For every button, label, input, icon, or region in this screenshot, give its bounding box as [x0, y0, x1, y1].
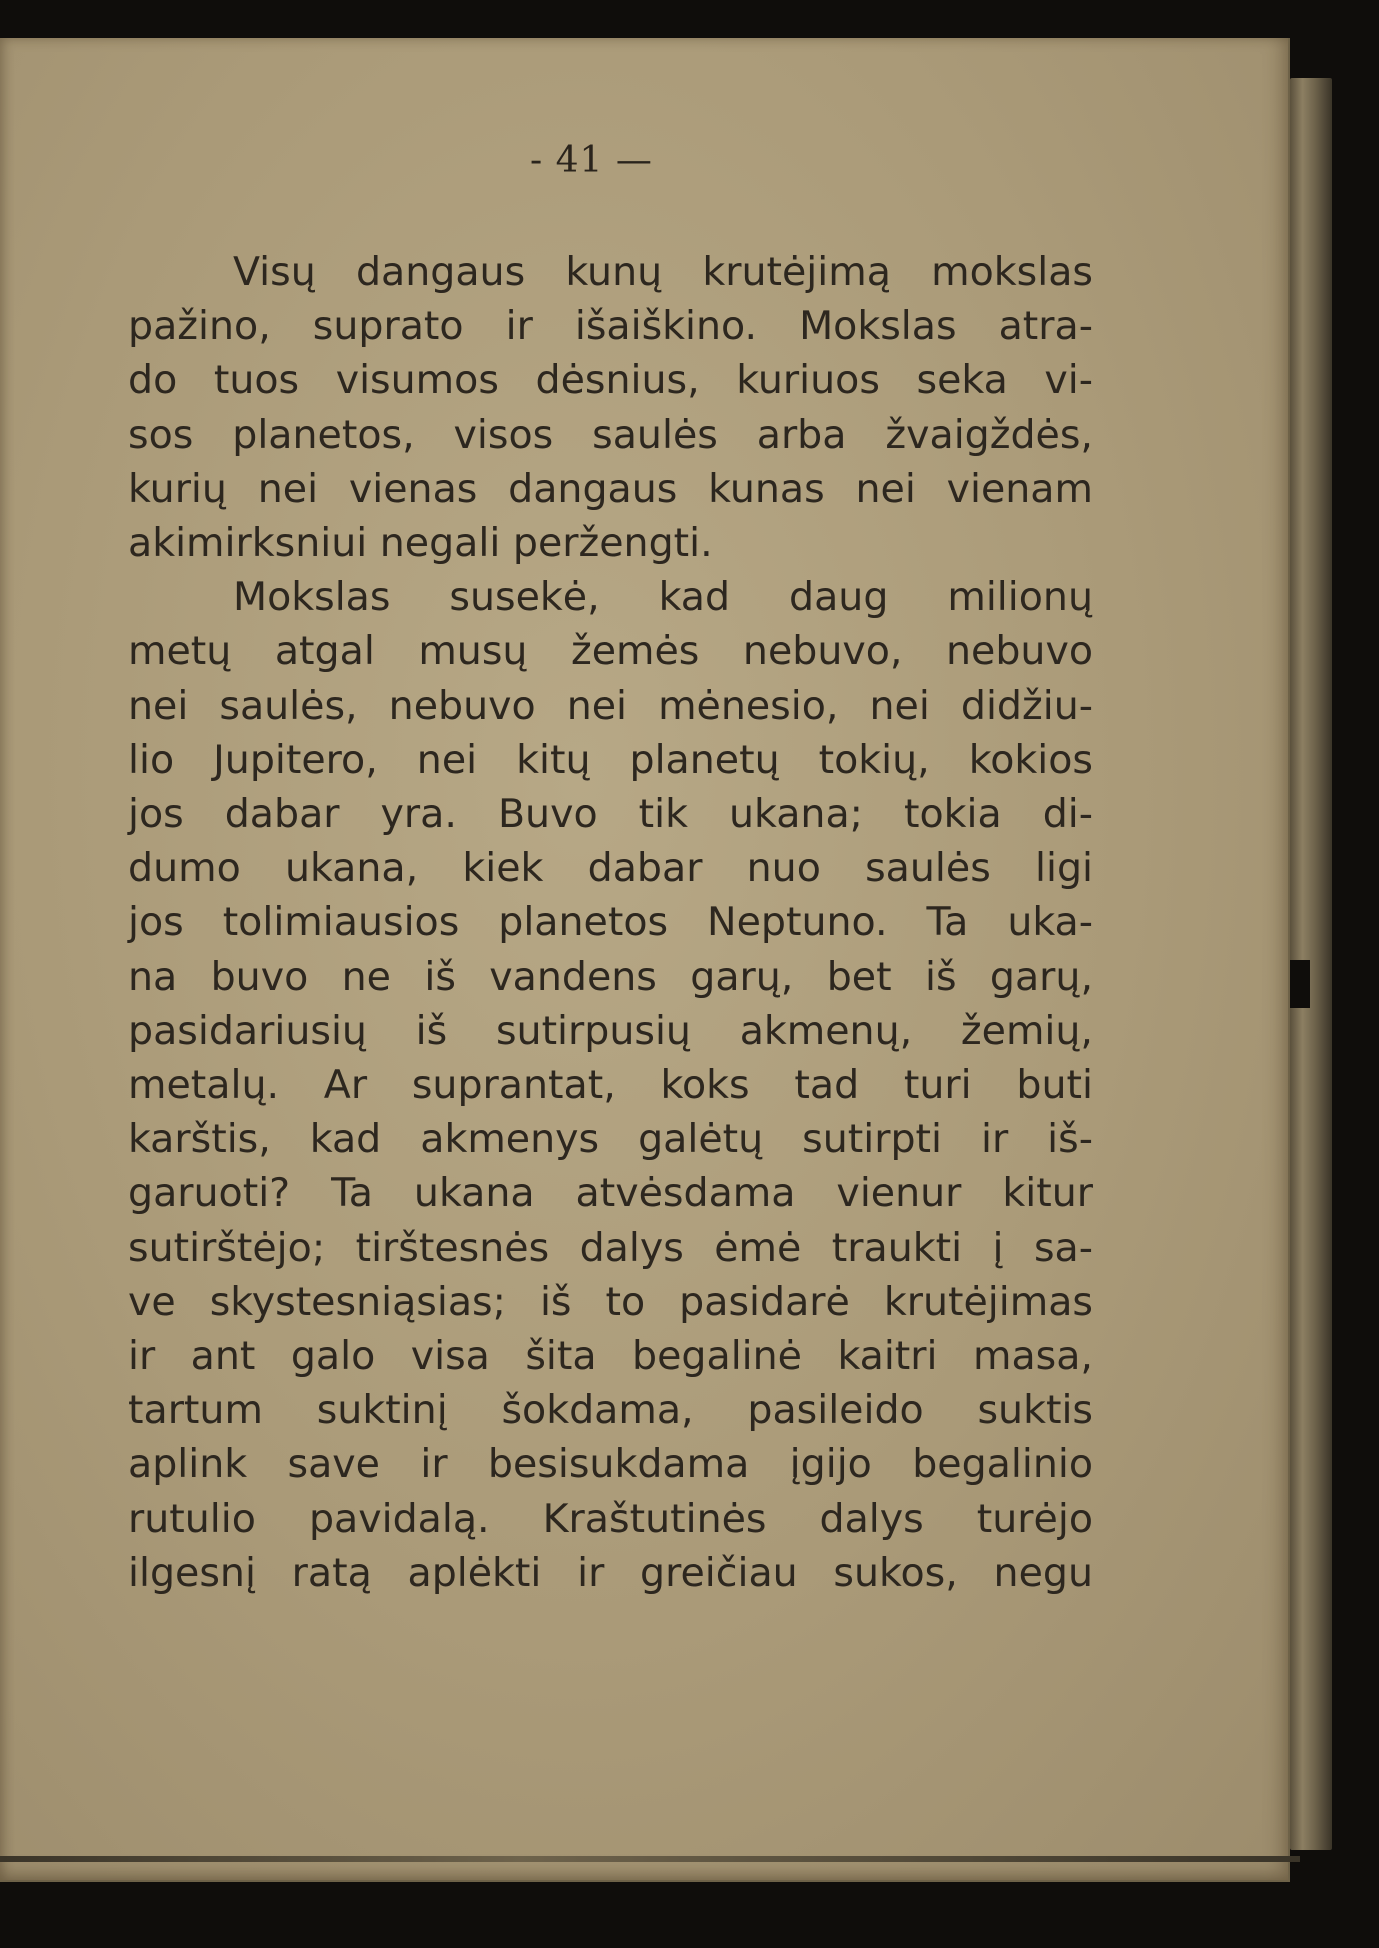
text-line: ilgesnį ratą aplėkti ir greičiau sukos, negu: [128, 1549, 1093, 1596]
text-line: metų atgal musų žemės nebuvo, nebuvo: [128, 628, 1093, 675]
text-line: akimirksniui negali peržengti.: [128, 520, 713, 567]
text-line: rutulio pavidalą. Kraštutinės dalys turėjo: [128, 1495, 1093, 1542]
text-line: nei saulės, nebuvo nei mėnesio, nei didžiu-: [128, 682, 1093, 729]
text-line: ir ant galo visa šita begalinė kaitri masa,: [128, 1333, 1093, 1380]
page-bottom-edge: [0, 1856, 1300, 1862]
text-line: pasidariusių iš sutirpusių akmenų, žemių,: [128, 1007, 1093, 1054]
text-line: Visų dangaus kunų krutėjimą mokslas: [233, 249, 1093, 295]
text-line: dumo ukana, kiek dabar nuo saulės ligi: [128, 845, 1093, 892]
text-line: tartum suktinį šokdama, pasileido suktis: [128, 1387, 1093, 1434]
text-line: pažino, suprato ir išaiškino. Mokslas atra-: [128, 303, 1093, 350]
text-line: metalų. Ar suprantat, koks tad turi buti: [128, 1062, 1093, 1109]
body-text: [128, 245, 1093, 1600]
text-line: lio Jupitero, nei kitų planetų tokių, kokios: [128, 736, 1093, 783]
text-line: sos planetos, visos saulės arba žvaigždės,: [128, 411, 1093, 458]
text-line: jos dabar yra. Buvo tik ukana; tokia di-: [128, 791, 1093, 838]
text-line: na buvo ne iš vandens garų, bet iš garų,: [128, 953, 1093, 1000]
text-line: karštis, kad akmenys galėtų sutirpti ir iš-: [128, 1116, 1093, 1163]
text-line: ve skystesniąsias; iš to pasidarė krutėjimas: [128, 1278, 1093, 1325]
text-line: jos tolimiausios planetos Neptuno. Ta uka-: [128, 899, 1093, 946]
page-edge-notch: [1290, 960, 1310, 1008]
page-number: - 41 —: [530, 140, 653, 181]
text-line: kurių nei vienas dangaus kunas nei vienam: [128, 465, 1093, 512]
text-line: do tuos visumos dėsnius, kuriuos seka vi-: [128, 357, 1093, 404]
text-line: Mokslas susekė, kad daug milionų: [233, 574, 1093, 621]
text-line: sutirštėjo; tirštesnės dalys ėmė traukti į sa-: [128, 1224, 1093, 1271]
text-line: aplink save ir besisukdama įgijo begalinio: [128, 1441, 1093, 1488]
text-line: garuoti? Ta ukana atvėsdama vienur kitur: [128, 1170, 1093, 1217]
